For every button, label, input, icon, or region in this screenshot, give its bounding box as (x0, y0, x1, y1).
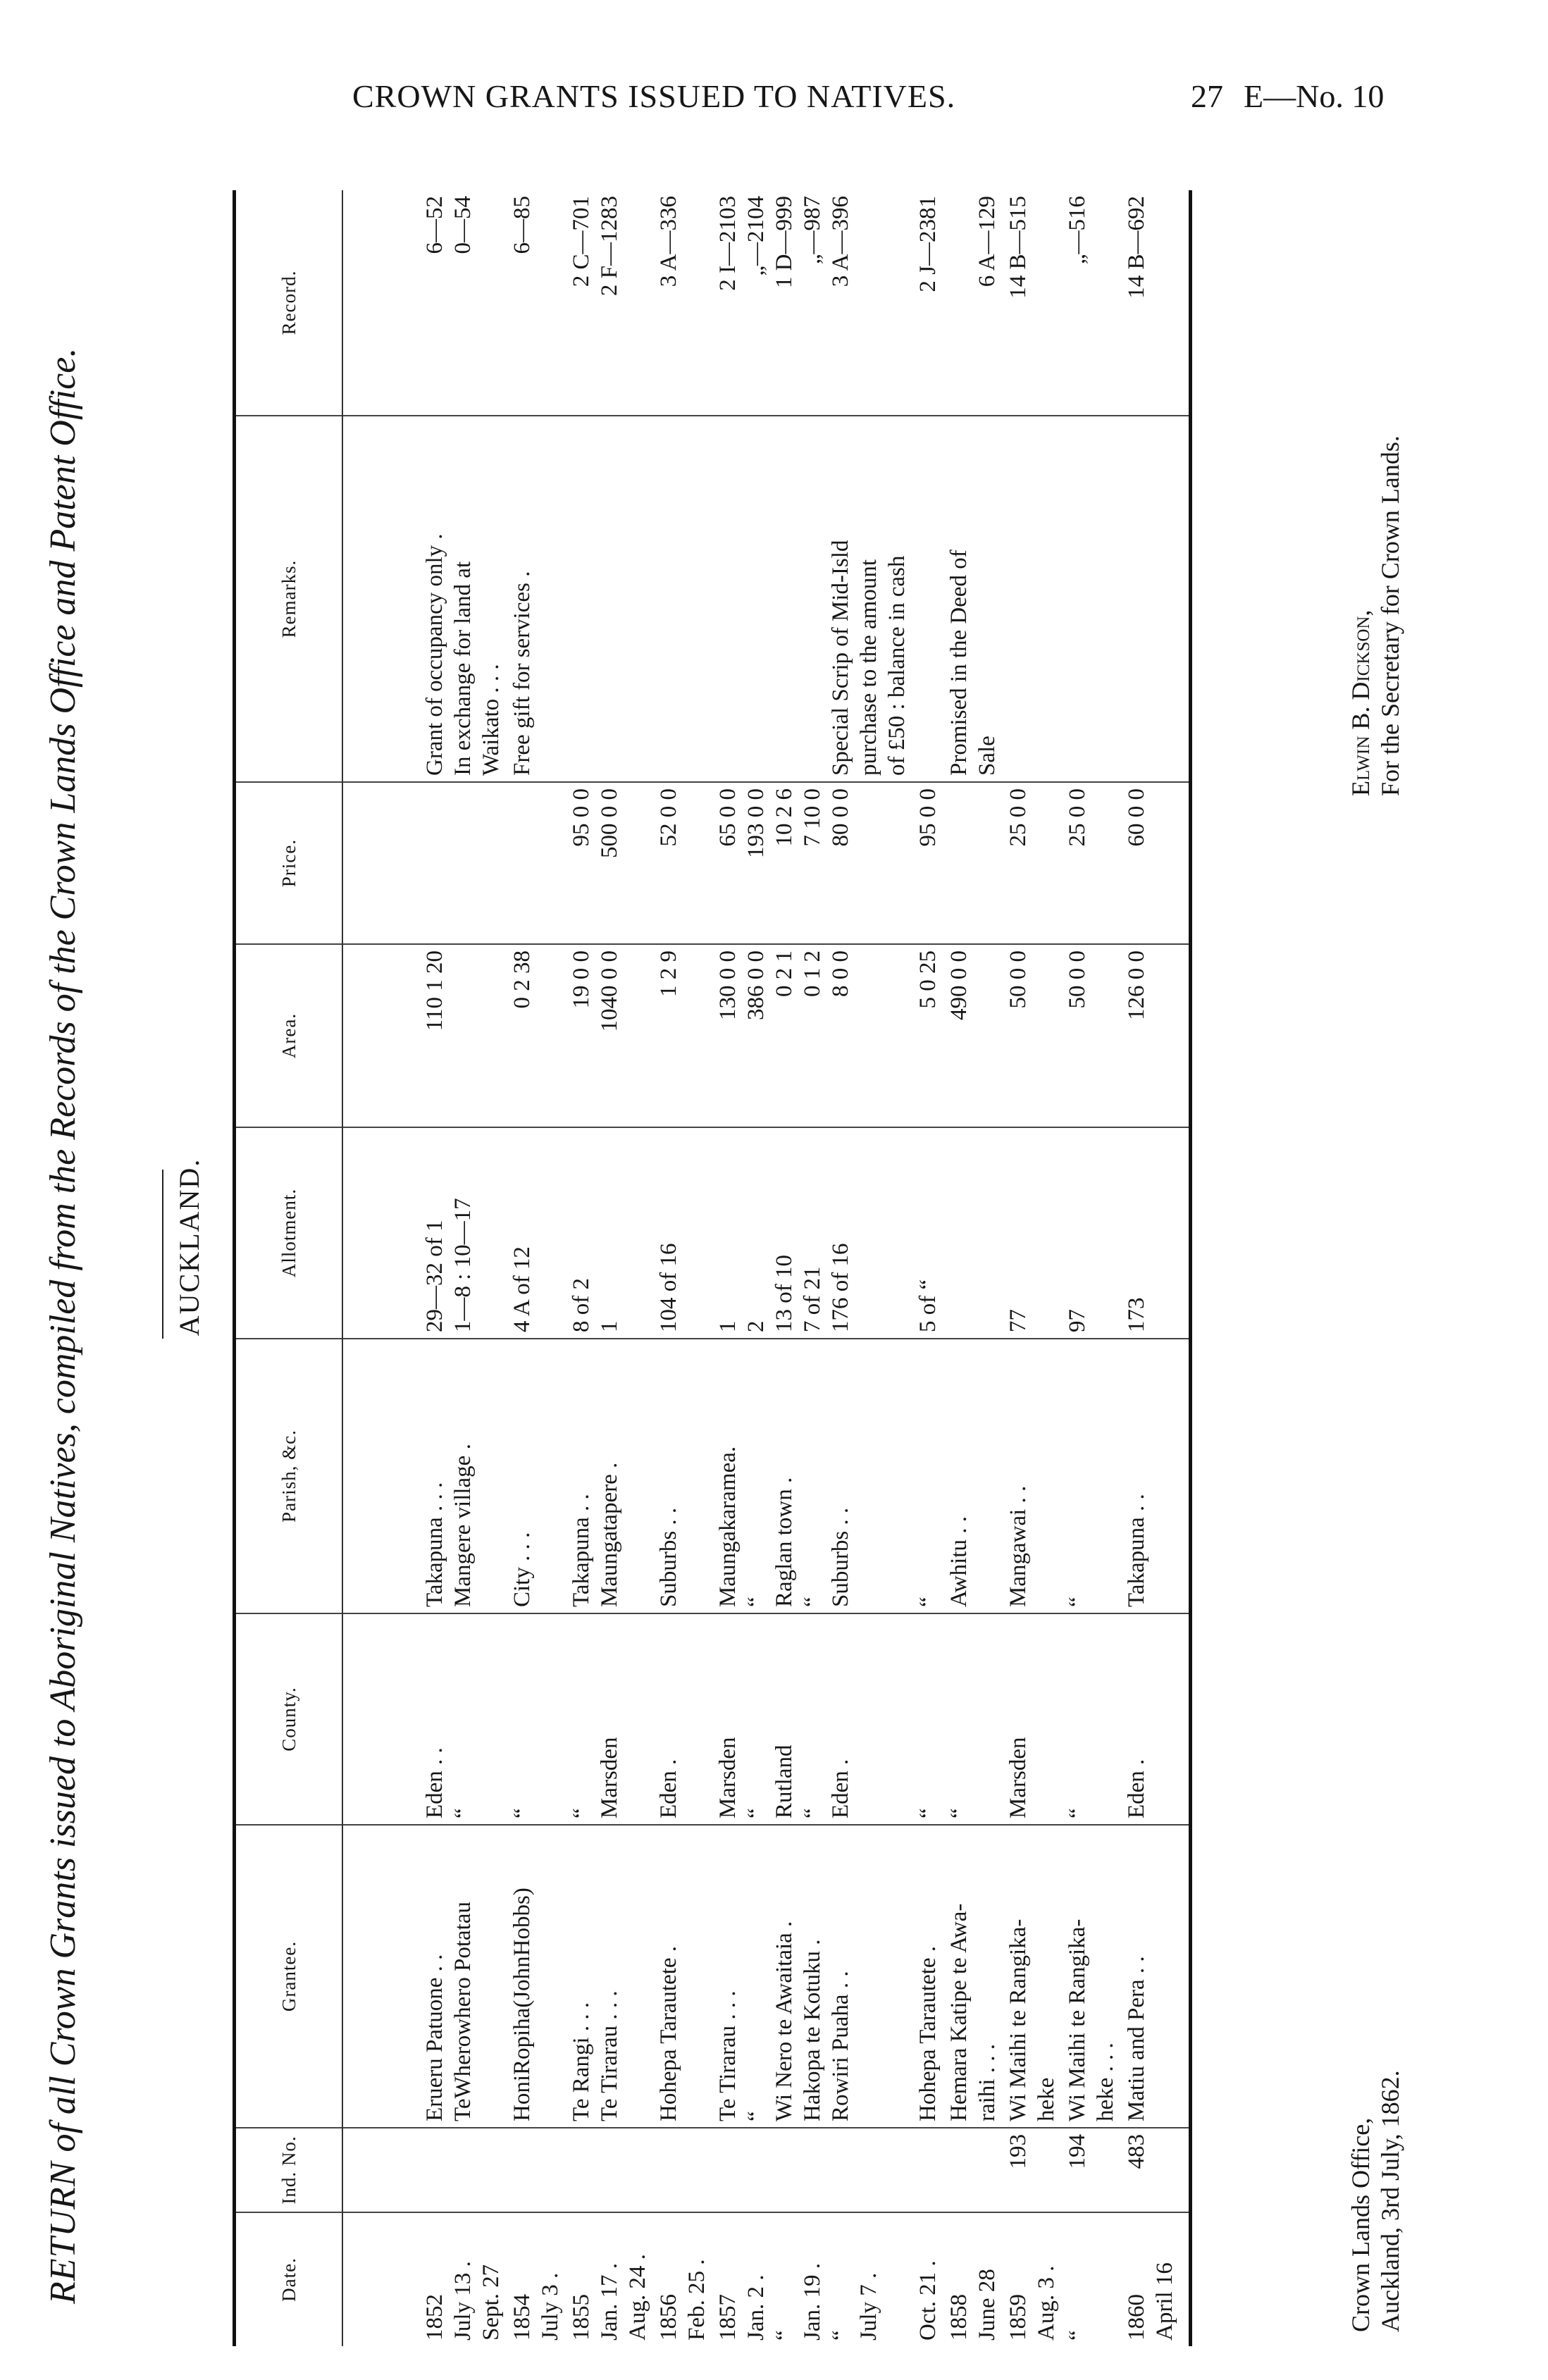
cell-price: 25 0 0 (1062, 782, 1121, 944)
cell-date: 1854 July 3 . (509, 2272, 563, 2341)
cell-remarks (912, 416, 943, 782)
return-title (42, 190, 84, 2304)
cell-county: “ (507, 1613, 566, 1825)
cell-date: 1860 April 16 (1121, 2212, 1191, 2346)
cell-parish: “ (1062, 1339, 1121, 1613)
cell-parish: Maungakaramea. “ Raglan town . “ Suburbs . . (712, 1339, 912, 1613)
province-heading: AUCKLAND. (173, 1158, 205, 1337)
office-address (1346, 2070, 1405, 2332)
column-header-date: Date. (235, 2212, 343, 2346)
cell-date: 1852 July 13 . Sept. 27 (422, 2261, 504, 2341)
series-number: E—No. 10 (1244, 78, 1385, 114)
table-row (712, 190, 912, 2346)
cell-grantee: Hohepa Tarautete . (912, 1825, 943, 2128)
cell-grantee: Te Tirarau . . . “ Wi Nero te Awaitaia . Hakopa te Kotuku . Rowiri Puaha . . (712, 1825, 912, 2128)
column-header-record: Record. (235, 190, 343, 416)
cell-remarks: Special Scrip of Mid-Isld purchase to the amount of £50 : balance in cash (712, 416, 912, 782)
cell-date: 1858 June 28 (946, 2269, 1000, 2341)
cell-ind-no (507, 2128, 566, 2212)
column-header-allotment: Allotment. (235, 1127, 343, 1339)
cell-county: “ Marsden (566, 1613, 653, 1825)
cell-county: Eden . (1121, 1613, 1191, 1825)
cell-allotment: 97 (1062, 1127, 1121, 1339)
cell-parish: Suburbs . . (653, 1339, 712, 1613)
cell-grantee: Wi Maihi te Rangika- heke . . . (1062, 1825, 1121, 2128)
signature-block (1346, 435, 1405, 796)
cell-price: 95 0 0 500 0 0 (566, 782, 653, 944)
cell-parish: Awhitu . . (943, 1339, 1003, 1613)
cell-date: “ (1065, 2330, 1090, 2341)
cell-record: 2 I—2103 „—2104 1 D—999 „—987 3 A—396 (712, 190, 912, 416)
cell-price: 52 0 0 (653, 782, 712, 944)
cell-record: 2 C—701 2 F—1283 (566, 190, 653, 416)
table-row (507, 190, 566, 2346)
cell-area: 50 0 0 (1003, 944, 1062, 1127)
province-rule (162, 1170, 163, 1339)
header-row (235, 190, 343, 2346)
cell-allotment: 29—32 of 1 1—8 : 10—17 (342, 1127, 507, 1339)
cell-allotment: 8 of 2 1 (566, 1127, 653, 1339)
cell-ind-no: 193 (1003, 2128, 1062, 2212)
cell-area: 19 0 0 1040 0 0 (566, 944, 653, 1127)
cell-ind-no (566, 2128, 653, 2212)
cell-area: 110 1 20 (342, 944, 507, 1127)
cell-area: 130 0 0 386 0 0 0 2 1 0 1 2 8 0 0 (712, 944, 912, 1127)
cell-parish: City . . . (507, 1339, 566, 1613)
return-title-lead: RETURN (43, 2161, 83, 2304)
cell-date: 1859 Aug. 3 . (1005, 2265, 1059, 2341)
cell-grantee: Matiu and Pera . . (1121, 1825, 1191, 2128)
cell-date: Oct. 21 . (915, 2260, 941, 2341)
table-row (653, 190, 712, 2346)
cell-county: “ (912, 1613, 943, 1825)
column-header-county: County. (235, 1613, 343, 1825)
cell-price: 25 0 0 (1003, 782, 1062, 944)
cell-parish: Takapuna . . Maungatapere . (566, 1339, 653, 1613)
office-line-1: Crown Lands Office, (1346, 2117, 1375, 2332)
cell-date: 1857 Jan. 2 . “ Jan. 19 . “ July 7 . (715, 2263, 881, 2341)
cell-area: 126 0 0 (1121, 944, 1191, 1127)
cell-record: 3 A—336 (653, 190, 712, 416)
column-header-area: Area. (235, 944, 343, 1127)
cell-ind-no: 194 (1062, 2128, 1121, 2212)
column-header-remarks: Remarks. (235, 416, 343, 782)
cell-ind-no (943, 2128, 1003, 2212)
cell-county: Marsden (1003, 1613, 1062, 1825)
cell-allotment: 1 2 13 of 10 7 of 21 176 of 16 (712, 1127, 912, 1339)
table-row (1062, 190, 1121, 2346)
cell-grantee: Wi Maihi te Rangika- heke (1003, 1825, 1062, 2128)
cell-parish: Takapuna . . (1121, 1339, 1191, 1613)
cell-price (507, 782, 566, 944)
table-row (912, 190, 943, 2346)
cell-remarks: Free gift for services . (507, 416, 566, 782)
column-header-parish: Parish, &c. (235, 1339, 343, 1613)
cell-allotment: 4 A of 12 (507, 1127, 566, 1339)
cell-remarks (1062, 416, 1121, 782)
cell-record: „—516 (1062, 190, 1121, 416)
cell-area: 0 2 38 (507, 944, 566, 1127)
signatory-name: Elwin B. Dickson, (1346, 609, 1375, 796)
cell-price: 65 0 0 193 0 0 10 2 6 7 10 0 80 0 0 (712, 782, 912, 944)
cell-ind-no (912, 2128, 943, 2212)
cell-record: 6—52 0—54 (342, 190, 507, 416)
cell-ind-no (653, 2128, 712, 2212)
column-header-ind-no: Ind. No. (235, 2128, 343, 2212)
cell-allotment: 173 (1121, 1127, 1191, 1339)
crown-grants-table (233, 190, 1192, 2346)
cell-county: Marsden “ Rutland “ Eden . (712, 1613, 912, 1825)
cell-grantee: Erueru Patuone . . TeWherowhero Potatau (342, 1825, 507, 2128)
cell-parish: Mangawai . . (1003, 1339, 1062, 1613)
cell-parish: “ (912, 1339, 943, 1613)
page-header (0, 78, 1548, 120)
cell-grantee: Te Rangi . . . Te Tirarau . . . (566, 1825, 653, 2128)
cell-price: 60 0 0 (1121, 782, 1191, 944)
cell-record: 14 B—515 (1003, 190, 1062, 416)
cell-remarks: Grant of occupancy only . In exchange for land at Waikato . . . (342, 416, 507, 782)
table-row (1121, 190, 1191, 2346)
cell-date: 1855 Jan. 17 . Aug. 24 . (569, 2254, 650, 2341)
column-header-price: Price. (235, 782, 343, 944)
cell-remarks: Promised in the Deed of Sale (943, 416, 1003, 782)
cell-price (342, 782, 507, 944)
cell-grantee: HoniRopiha(JohnHobbs) (507, 1825, 566, 2128)
cell-ind-no: 483 (1121, 2128, 1191, 2212)
office-line-2: Auckland, 3rd July, 1862. (1376, 2070, 1404, 2332)
cell-county: Eden . (653, 1613, 712, 1825)
cell-grantee: Hohepa Tarautete . (653, 1825, 712, 2128)
column-header-grantee: Grantee. (235, 1825, 343, 2128)
cell-grantee: Hemara Katipe te Awa- raihi . . . (943, 1825, 1003, 2128)
table-footer (1346, 190, 1444, 2346)
cell-price: 95 0 0 (912, 782, 943, 944)
signatory-title: For the Secretary for Crown Lands. (1376, 435, 1404, 796)
cell-county: Eden . . “ (342, 1613, 507, 1825)
cell-record: 14 B—692 (1121, 190, 1191, 416)
cell-ind-no (342, 2128, 507, 2212)
cell-allotment (943, 1127, 1003, 1339)
cell-area: 5 0 25 (912, 944, 943, 1127)
cell-date: 1856 Feb. 25 . (656, 2259, 710, 2341)
return-title-text: of all Crown Grants issued to Aboriginal Natives, compiled from the Records of the Crown Lands Office and Patent Office. (43, 347, 83, 2162)
table-row (1003, 190, 1062, 2346)
table-row (342, 190, 507, 2346)
table-row (943, 190, 1003, 2346)
page-number: 27 (1191, 78, 1223, 114)
cell-allotment: 77 (1003, 1127, 1062, 1339)
cell-area: 490 0 0 (943, 944, 1003, 1127)
cell-county: “ (943, 1613, 1003, 1825)
cell-parish: Takapuna . . . Mangere village . (342, 1339, 507, 1613)
running-title: CROWN GRANTS ISSUED TO NATIVES. (352, 78, 956, 114)
table-row (566, 190, 653, 2346)
cell-allotment: 104 of 16 (653, 1127, 712, 1339)
cell-record: 6—85 (507, 190, 566, 416)
cell-remarks (566, 416, 653, 782)
table-header (235, 190, 343, 2346)
rotated-return-table-block (42, 148, 1451, 2346)
cell-remarks (1121, 416, 1191, 782)
cell-remarks (1003, 416, 1062, 782)
cell-price (943, 782, 1003, 944)
table-body (342, 190, 1191, 2346)
cell-area: 50 0 0 (1062, 944, 1121, 1127)
cell-allotment: 5 of “ (912, 1127, 943, 1339)
cell-area: 1 2 9 (653, 944, 712, 1127)
cell-record: 2 J—2381 (912, 190, 943, 416)
cell-remarks (653, 416, 712, 782)
cell-record: 6 A—129 (943, 190, 1003, 416)
cell-ind-no (712, 2128, 912, 2212)
cell-county: “ (1062, 1613, 1121, 1825)
